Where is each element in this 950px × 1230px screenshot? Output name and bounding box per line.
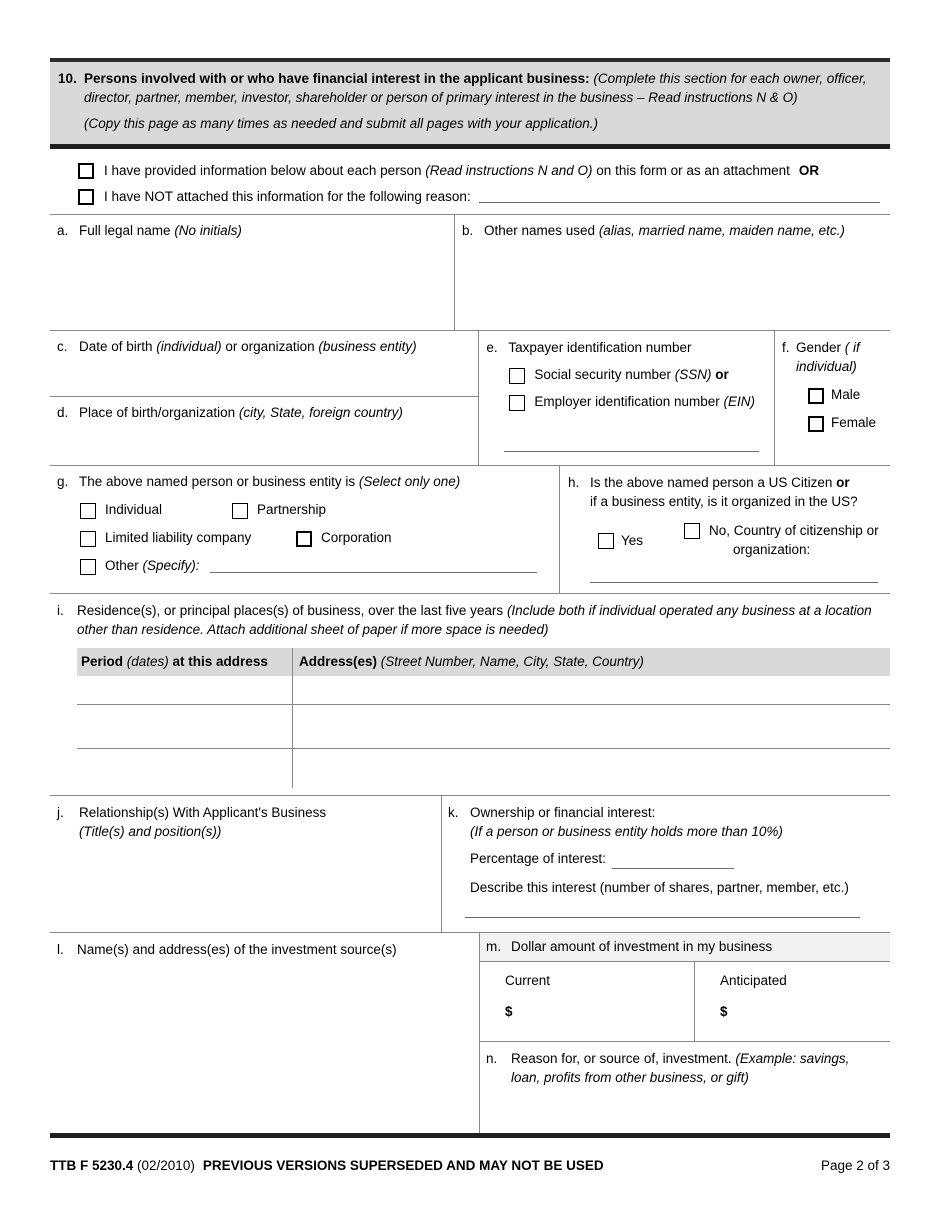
field-i-residences bbox=[50, 593, 890, 795]
female-checkbox[interactable] bbox=[808, 416, 824, 432]
field-g-title: The above named person or business entity is (Select only one) bbox=[79, 474, 461, 490]
field-f-gender bbox=[775, 331, 890, 465]
row-c-d-e-f bbox=[50, 330, 890, 465]
section-10-header bbox=[50, 62, 890, 144]
individual-label: Individual bbox=[105, 502, 163, 518]
field-k-text: Ownership or financial interest: (If a person or business entity holds more than 10%) Percentage of interest: Describe this interest (number of shares, partner, member, etc.) bbox=[470, 804, 849, 898]
partnership-checkbox[interactable] bbox=[232, 503, 248, 519]
field-j-label: j. bbox=[57, 805, 64, 821]
current-label: Current bbox=[505, 973, 551, 989]
address-input-cell-3[interactable] bbox=[293, 749, 890, 788]
llc-label: Limited liability company bbox=[105, 530, 252, 546]
field-g-label: g. bbox=[57, 474, 69, 490]
anticipated-investment-cell[interactable] bbox=[695, 962, 890, 1041]
form-revision: (02/2010) bbox=[133, 1158, 195, 1174]
field-d-label: d. bbox=[57, 405, 69, 421]
field-l-label: l. bbox=[57, 942, 64, 958]
field-b-label: b. bbox=[462, 223, 474, 239]
field-n-reason[interactable] bbox=[480, 1042, 890, 1133]
address-input-cell-2[interactable] bbox=[293, 705, 890, 748]
field-h-title: Is the above named person a US Citizen or if a business entity, is it organized in the US? bbox=[590, 475, 858, 510]
field-h-citizenship bbox=[560, 466, 890, 593]
percentage-row bbox=[470, 850, 849, 869]
row-j-k bbox=[50, 795, 890, 932]
anticipated-dollar-sign: $ bbox=[720, 1004, 728, 1020]
percentage-input-line[interactable] bbox=[612, 855, 734, 869]
residence-row-3 bbox=[77, 749, 890, 788]
ssn-checkbox[interactable] bbox=[509, 368, 525, 384]
anticipated-label: Anticipated bbox=[720, 973, 787, 989]
field-b-other-names[interactable] bbox=[455, 215, 890, 330]
not-attached-checkbox[interactable] bbox=[78, 189, 94, 205]
ttb-form-section-10 bbox=[50, 58, 890, 1176]
or-label: OR bbox=[798, 162, 820, 178]
field-j-relationship[interactable] bbox=[50, 796, 442, 932]
field-m-label: m. bbox=[486, 939, 501, 954]
page-footer bbox=[50, 1157, 890, 1176]
section-title bbox=[84, 70, 880, 108]
citizen-yes-label: Yes bbox=[621, 532, 644, 548]
field-b-text: Other names used (alias, married name, maiden name, etc.) bbox=[484, 223, 845, 239]
period-input-cell-3[interactable] bbox=[77, 749, 293, 788]
female-label: Female bbox=[831, 415, 877, 431]
period-input-cell-1[interactable] bbox=[77, 676, 293, 704]
bottom-rule bbox=[50, 1133, 890, 1138]
male-label: Male bbox=[831, 387, 861, 403]
field-m-header bbox=[480, 933, 890, 962]
field-e-title: Taxpayer identification number bbox=[508, 340, 692, 356]
field-m-text: Dollar amount of investment in my business bbox=[511, 939, 773, 954]
field-a-full-legal-name[interactable] bbox=[50, 215, 455, 330]
investment-amounts bbox=[480, 962, 890, 1042]
field-c-text: Date of birth (individual) or organization (business entity) bbox=[79, 339, 417, 355]
residence-row-2 bbox=[77, 705, 890, 749]
field-j-text: Relationship(s) With Applicant's Business (Title(s) and position(s)) bbox=[79, 805, 327, 840]
citizenship-country-input-line[interactable] bbox=[590, 582, 878, 583]
residence-table bbox=[77, 648, 890, 788]
field-e-taxpayer-id bbox=[479, 331, 775, 465]
field-l-text: Name(s) and address(es) of the investment source(s) bbox=[77, 942, 397, 958]
not-attached-label: I have NOT attached this information for the following reason: bbox=[104, 188, 471, 204]
row-a-b bbox=[50, 215, 890, 330]
field-n-text: Reason for, or source of, investment. (Example: savings, loan, profits from other business, or gift) bbox=[511, 1051, 850, 1086]
current-dollar-sign: $ bbox=[505, 1004, 513, 1020]
describe-interest-input-line[interactable] bbox=[465, 917, 860, 918]
section-title-bold: Persons involved with or who have financial interest in the applicant business: bbox=[84, 71, 594, 86]
citizen-no-checkbox[interactable] bbox=[684, 523, 700, 539]
field-k-label: k. bbox=[448, 805, 459, 821]
period-column-header: Period (dates) at this address bbox=[77, 648, 293, 676]
footer-left bbox=[50, 1157, 604, 1176]
row-l-m-n bbox=[50, 932, 890, 1133]
copy-note: (Copy this page as many times as needed and submit all pages with your application.) bbox=[84, 115, 599, 131]
field-a-text: Full legal name (No initials) bbox=[79, 223, 242, 239]
taxpayer-id-input-line[interactable] bbox=[504, 451, 759, 452]
describe-interest-label: Describe this interest (number of shares, partner, member, etc.) bbox=[470, 880, 849, 896]
ssn-label: Social security number (SSN) or bbox=[534, 367, 729, 383]
section-title-italic: (Complete this section for each owner, officer, director, partner, member, investor, shareholder or person of primary interest in the business – Read instructions N & O) bbox=[84, 71, 867, 105]
form-number: TTB F 5230.4 bbox=[50, 1158, 134, 1174]
field-c-label: c. bbox=[57, 339, 68, 355]
field-f-label: f. bbox=[782, 340, 790, 356]
corporation-label: Corporation bbox=[321, 530, 392, 546]
field-l-investment-sources[interactable] bbox=[50, 933, 480, 1133]
llc-checkbox[interactable] bbox=[80, 531, 96, 547]
current-investment-cell[interactable] bbox=[480, 962, 695, 1041]
supersede-notice: PREVIOUS VERSIONS SUPERSEDED AND MAY NOT BE USED bbox=[202, 1158, 604, 1174]
page-indicator: Page 2 of 3 bbox=[820, 1158, 890, 1174]
provided-info-checkbox[interactable] bbox=[78, 163, 94, 179]
male-checkbox[interactable] bbox=[808, 388, 824, 404]
residence-row-1 bbox=[77, 676, 890, 705]
field-i-title: Residence(s), or principal places(s) of business, over the last five years (Include both if individual operated any business at a location other than residence. Attach additional sheet of paper if more space is needed) bbox=[77, 603, 872, 638]
individual-checkbox[interactable] bbox=[80, 503, 96, 519]
column-m-n bbox=[480, 933, 890, 1133]
field-g-entity-type bbox=[50, 466, 560, 593]
partnership-label: Partnership bbox=[257, 502, 327, 518]
field-d-place-of-birth[interactable] bbox=[50, 397, 478, 465]
ein-label: Employer identification number (EIN) bbox=[534, 394, 755, 410]
field-n-label: n. bbox=[486, 1051, 498, 1067]
row-g-h bbox=[50, 465, 890, 593]
attachment-options bbox=[50, 149, 890, 215]
citizen-yes-checkbox[interactable] bbox=[598, 533, 614, 549]
provided-info-label: I have provided information below about each person (Read instructions N and O) on this form or as an attachment bbox=[104, 162, 790, 178]
corporation-checkbox[interactable] bbox=[296, 531, 312, 547]
other-checkbox[interactable] bbox=[80, 559, 96, 575]
other-specify-input-line[interactable] bbox=[210, 559, 537, 573]
section-number: 10. bbox=[58, 71, 77, 86]
address-input-cell-1[interactable] bbox=[293, 676, 890, 704]
not-attached-reason-line[interactable] bbox=[479, 189, 880, 203]
field-a-label: a. bbox=[57, 223, 69, 239]
period-input-cell-2[interactable] bbox=[77, 705, 293, 748]
field-k-ownership bbox=[442, 796, 890, 932]
ein-checkbox[interactable] bbox=[509, 395, 525, 411]
form-grid bbox=[50, 214, 890, 1133]
field-e-label: e. bbox=[486, 340, 498, 356]
field-i-label: i. bbox=[57, 603, 64, 619]
address-column-header: Address(es) (Street Number, Name, City, State, Country) bbox=[299, 653, 644, 669]
column-c-d bbox=[50, 331, 479, 465]
field-h-label: h. bbox=[568, 475, 580, 491]
citizen-no-label: No, Country of citizenship or organization: bbox=[709, 523, 879, 558]
other-label: Other (Specify): bbox=[105, 558, 200, 574]
field-d-text: Place of birth/organization (city, State, foreign country) bbox=[79, 405, 403, 421]
percentage-label: Percentage of interest: bbox=[470, 851, 606, 867]
field-f-title: Gender ( if individual) bbox=[796, 340, 860, 375]
field-c-date-of-birth[interactable] bbox=[50, 331, 478, 397]
residence-table-header bbox=[77, 648, 890, 676]
